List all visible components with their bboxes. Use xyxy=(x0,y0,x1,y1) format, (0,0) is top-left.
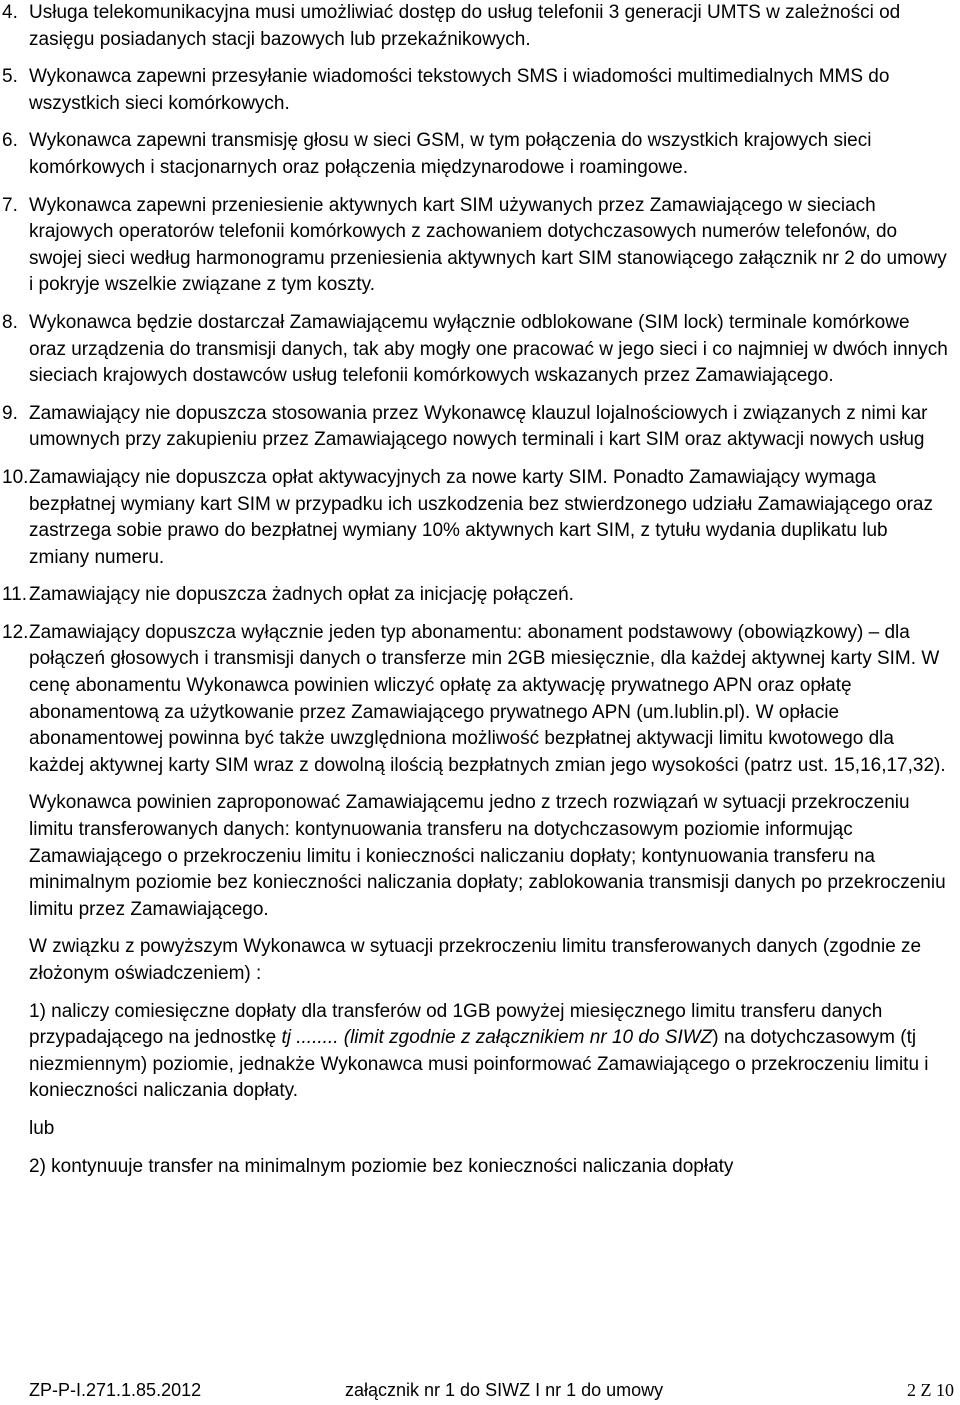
item-number: 10. xyxy=(2,466,29,488)
list-item xyxy=(0,310,948,390)
item-number: 12. xyxy=(2,621,29,643)
item-text: Zamawiający nie dopuszcza stosowania przez Wykonawcę klauzul lojalnościowych i związanych z nimi kar umownych przy zakupieniu przez Zamawiającego nowych terminali i kart SIM oraz aktywacji nowych usług xyxy=(29,402,928,451)
list-item xyxy=(0,64,948,117)
item-text: Usługa telekomunikacyjna musi umożliwiać dostęp do usług telefonii 3 generacji UMTS w zależności od zasięgu posiadanych stacji bazowych lub przekaźnikowych. xyxy=(29,2,901,50)
item-number: 9. xyxy=(2,402,18,424)
option-1 xyxy=(0,999,948,1105)
item-text: Wykonawca będzie dostarczał Zamawiającemu wyłącznie odblokowane (SIM lock) terminale komórkowe oraz urządzenia do transmisji danych, tak aby mogły one pracować w jego sieci i co najmniej w dwóch innych sieciach krajowych dostawców usług telefonii komórkowych wskazanych przez Zamawiającego. xyxy=(29,311,948,387)
item-number: 11. xyxy=(2,584,28,606)
footer-attachment: załącznik nr 1 do SIWZ I nr 1 do umowy xyxy=(345,1380,664,1400)
item-number: 6. xyxy=(2,130,18,152)
or-word: lub xyxy=(29,1117,55,1139)
list-item xyxy=(0,128,948,181)
item-text: Zamawiający nie dopuszcza żadnych opłat za inicjację połączeń. xyxy=(29,584,574,606)
item-number: 7. xyxy=(2,194,18,216)
item-number: 4. xyxy=(2,2,18,23)
list-item xyxy=(0,0,948,53)
item-text: Zamawiający dopuszcza wyłącznie jeden typ abonamentu: abonament podstawowy (obowiązkowy) – dla połączeń głosowych i transmisji danych o transferze min 2GB miesięcznie, dla każdej aktywnej karty SIM. W cenę abonamentu Wykonawca powinien wliczyć opłatę za aktywację prywatnego APN oraz opłatę abonamentową za użytkowanie przez Zamawiającego prywatnego APN (um.lublin.pl). W opłacie abonamentowej powinna być także uwzględniona możliwość bezpłatnej aktywacji limitu kwotowego dla każdej aktywnej karty SIM wraz z dowolną ilością bezpłatnych zmian jego wysokości (patrz ust. 15,16,17,32). xyxy=(29,621,946,776)
footer-reference: ZP-P-I.271.1.85.2012 xyxy=(29,1380,202,1400)
item-number: 5. xyxy=(2,66,18,88)
page-footer xyxy=(0,1380,960,1404)
list-item xyxy=(0,620,948,780)
list-item xyxy=(0,193,948,299)
list-item xyxy=(0,465,948,571)
option-1-italic: tj ........ (limit zgodnie z załącznikiem nr 10 do SIWZ xyxy=(281,1027,713,1049)
paragraph-declaration: W związku z powyższym Wykonawca w sytuacji przekroczeniu limitu transferowanych danych (zgodnie ze złożonym oświadczeniem) : xyxy=(29,936,922,984)
option-2: 2) kontynuuje transfer na minimalnym poziomie bez konieczności naliczania dopłaty xyxy=(29,1155,734,1177)
list-item xyxy=(0,582,948,609)
item-text: Wykonawca zapewni przeniesienie aktywnych kart SIM używanych przez Zamawiającego w sieciach krajowych operatorów telefonii komórkowych z zachowaniem dotychczasowych numerów telefonów, do swojej sieci według harmonogramu przeniesienia aktywnych kart SIM stanowiącego załącznik nr 2 do umowy i pokryje wszelkie związane z tym koszty. xyxy=(29,194,947,296)
item-text: Zamawiający nie dopuszcza opłat aktywacyjnych za nowe karty SIM. Ponadto Zamawiający wymaga bezpłatnej wymiany kart SIM w przypadku ich uszkodzenia bez stwierdzonego udziału Zamawiającego oraz zastrzega sobie prawo do bezpłatnej wymiany 10% aktywnych kart SIM, z tytułu wydania duplikatu lub zmiany numeru. xyxy=(29,466,934,568)
item-number: 8. xyxy=(2,311,18,333)
item-text: Wykonawca zapewni transmisję głosu w sieci GSM, w tym połączenia do wszystkich krajowych sieci komórkowych i stacjonarnych oraz połączenia międzynarodowe i roamingowe. xyxy=(29,130,872,178)
list-item xyxy=(0,401,948,454)
footer-page-number: 2 Z 10 xyxy=(907,1380,954,1400)
item-text: Wykonawca zapewni przesyłanie wiadomości tekstowych SMS i wiadomości multimedialnych MMS do wszystkich sieci komórkowych. xyxy=(29,66,890,114)
option-1-suffix: ) na dotychczasowym (tj niezmiennym) poziomie, jednakże Wykonawca musi poinformować Zamawiającego o przekroczeniu limitu i konieczności naliczania dopłaty. xyxy=(29,1027,929,1102)
option-1-prefix: 1) naliczy comiesięczne dopłaty dla transferów od 1GB powyżej miesięcznego limitu transferu danych przypadającego na jednostkę xyxy=(29,1000,883,1049)
paragraph-limit-options: Wykonawca powinien zaproponować Zamawiającemu jedno z trzech rozwiązań w sytuacji przekroczeniu limitu transferowanych danych: kontynuowania transferu na dotychczasowym poziomie informując Zamawiającego o przekroczeniu limitu i konieczności naliczaniu dopłaty; kontynuowania transferu na minimalnym poziomie bez konieczności naliczania dopłaty; zablokowania transmisji danych po przekroczeniu limitu przez Zamawiającego. xyxy=(29,792,946,920)
